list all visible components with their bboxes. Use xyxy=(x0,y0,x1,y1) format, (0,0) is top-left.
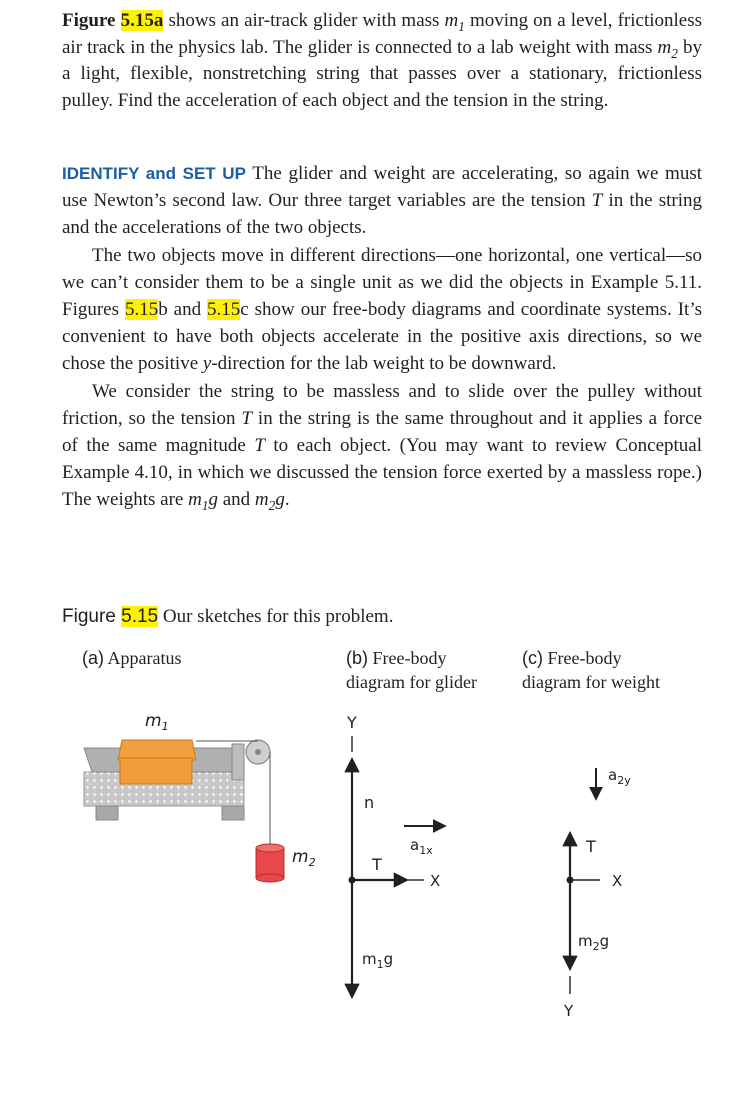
weight-tension-label: T xyxy=(586,837,596,856)
panel-a-label: (a) Apparatus xyxy=(82,648,182,668)
weight-free-body-diagram xyxy=(563,766,631,1020)
track-leg-left xyxy=(96,806,118,820)
setup-paragraph-1: IDENTIFY and SET UP The glider and weight are accelerating, so again we must use Newton’s second law. Our three target variables are the tension T in the string and the accelerations of the two objects. xyxy=(62,163,702,239)
track-leg-right xyxy=(222,806,244,820)
weight-x-axis-label: X xyxy=(612,872,623,890)
lab-weight-bottom xyxy=(256,874,284,882)
setup-paragraph-2: The two objects move in different directions—one horizontal, one vertical—so we can’t consider them to be a single unit as we did the objects in Example 5.11. Figures 5.15b and 5.15c show our free-body diagrams and coordinate systems. It’s convenient to have both objects accelerate in the positive axis directions, so we chose the positive y-direction for the lab weight to be downward. xyxy=(62,244,703,375)
figure-ref-highlight: 5.15 xyxy=(207,299,241,321)
glider-free-body-diagram xyxy=(346,713,444,996)
weight-point xyxy=(567,877,574,884)
panel-b-label: (b) Free-body diagram for glider xyxy=(346,648,477,692)
setup-paragraph-3: We consider the string to be massless and to slide over the pulley without friction, so the tension T in the string is the same throughout and it applies a force of the same magnitude T to each object. (You may want to review Conceptual Example 4.10, in which we discussed the tension force exerted by a massless rope.) The weights are $m_1g$ and $m_2g$. xyxy=(62,380,703,514)
normal-force-label: n xyxy=(364,793,375,812)
glider-x-axis-label: X xyxy=(430,872,441,890)
glider xyxy=(120,758,192,784)
section-heading: IDENTIFY and SET UP xyxy=(62,164,246,183)
glider-acceleration-label: $a_{1x}$ xyxy=(410,836,433,857)
weight-y-axis-label: Y xyxy=(564,1002,574,1020)
figure-caption: Figure 5.15 Our sketches for this problem. xyxy=(62,606,394,627)
weight-gravity-label: $m_2g$ xyxy=(578,932,610,953)
problem-text-2: moving on a level, frictionless air track in the physics lab. The glider is connected to a lab weight with mass xyxy=(62,10,703,58)
apparatus-diagram xyxy=(84,711,316,882)
glider-weight-label: $m_1g$ xyxy=(362,950,394,971)
weight-acceleration-label: $a_{2y}$ xyxy=(608,766,631,787)
apparatus-m2-label: $m_2$ xyxy=(292,847,316,869)
figure-ref-highlight: 5.15a xyxy=(120,10,164,31)
panel-c-label: (c) Free-body diagram for weight xyxy=(522,648,660,692)
problem-text-1: shows an air-track glider with mass xyxy=(163,10,445,31)
glider-top xyxy=(118,740,196,760)
pulley-bracket xyxy=(232,744,244,780)
figure-word: Figure xyxy=(62,10,116,31)
figure-number-highlight: 5.15 xyxy=(121,606,159,627)
figure-ref-highlight: 5.15 xyxy=(124,299,159,321)
lab-weight-top xyxy=(256,844,284,852)
problem-text-3: by a light, flexible, nonstretching string that passes over a stationary, frictionless pulley. Find the acceleration of each object and the tension in the string. xyxy=(62,36,703,111)
apparatus-m1-label: $m_1$ xyxy=(145,711,169,733)
glider-y-axis-label: Y xyxy=(347,713,357,732)
m1-symbol: $m_1$ xyxy=(444,10,465,34)
pulley-axle xyxy=(255,749,261,755)
glider-tension-label: T xyxy=(372,855,382,874)
m2-symbol: $m_2$ xyxy=(657,36,678,61)
glider-point xyxy=(349,877,356,884)
